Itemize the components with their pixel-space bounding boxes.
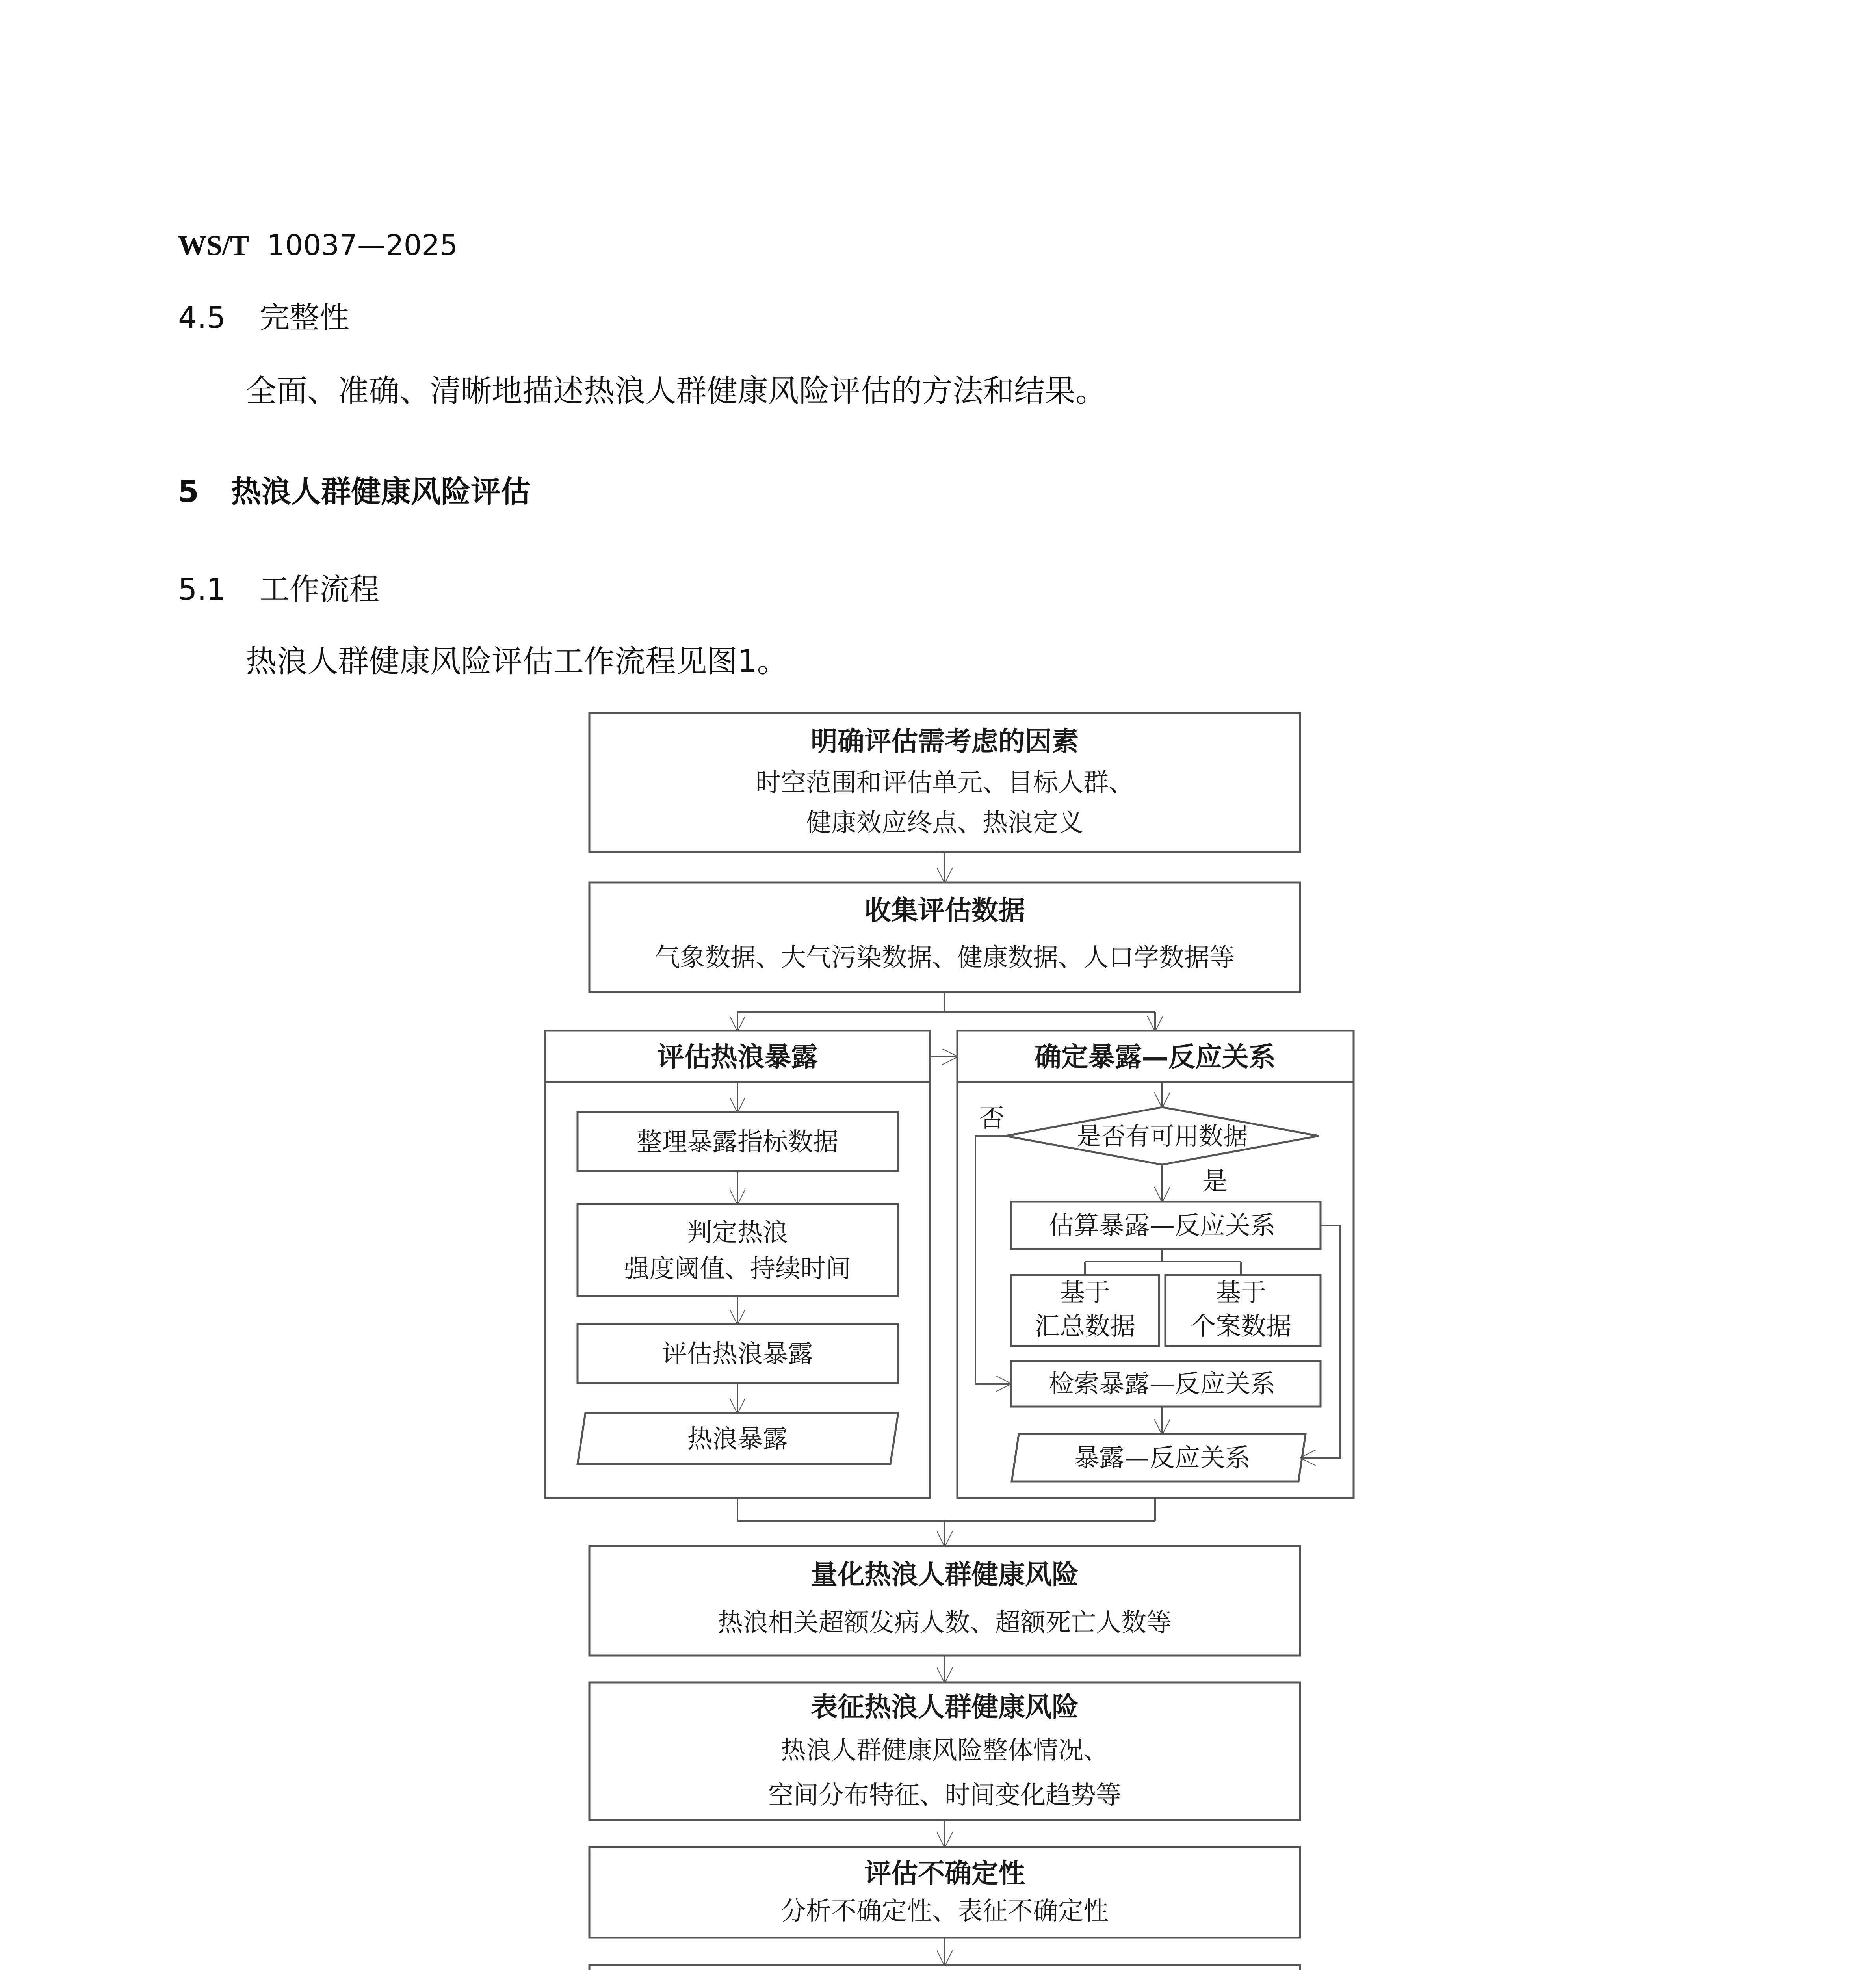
heading-number: 4.5	[178, 300, 226, 335]
exposure-title: 评估热浪暴露	[657, 1042, 818, 1073]
collect-line1: 气象数据、大气污染数据、健康数据、人口学数据等	[655, 943, 1235, 972]
exposure-step1: 整理暴露指标数据	[637, 1128, 838, 1157]
group-exposure-response	[957, 1031, 1354, 1498]
uncertainty-title: 评估不确定性	[864, 1858, 1025, 1889]
exposure-output: 热浪暴露	[687, 1425, 788, 1454]
relation-output-label: 暴露—反应关系	[1074, 1444, 1250, 1473]
heading-title: 工作流程	[259, 572, 379, 607]
response-title: 确定暴露—反应关系	[1034, 1042, 1276, 1073]
decision-label: 是否有可用数据	[1076, 1122, 1248, 1150]
factors-line2: 健康效应终点、热浪定义	[806, 808, 1083, 838]
retrieve-label: 检索暴露—反应关系	[1049, 1370, 1276, 1399]
standard-prefix: WS/T	[178, 230, 249, 261]
characterize-title: 表征热浪人群健康风险	[810, 1692, 1079, 1723]
aggregate-line2: 汇总数据	[1035, 1312, 1135, 1341]
uncertainty-line1: 分析不确定性、表征不确定性	[781, 1897, 1109, 1926]
paragraph-5-1: 热浪人群健康风险评估工作流程见图1。	[246, 644, 788, 679]
characterize-line2: 空间分布特征、时间变化趋势等	[768, 1781, 1121, 1810]
estimate-label: 估算暴露—反应关系	[1049, 1211, 1276, 1240]
collect-title: 收集评估数据	[864, 895, 1025, 926]
standard-code: 10037—2025	[267, 229, 458, 262]
heading-number: 5	[178, 474, 199, 509]
heading-number: 5.1	[178, 572, 226, 607]
individual-line2: 个案数据	[1191, 1312, 1291, 1341]
characterize-line1: 热浪人群健康风险整体情况、	[781, 1736, 1109, 1765]
factors-line1: 时空范围和评估单元、目标人群、	[756, 768, 1134, 797]
exposure-step2-line1: 判定热浪	[687, 1218, 788, 1247]
box-report	[589, 1965, 1300, 1970]
quantify-line1: 热浪相关超额发病人数、超额死亡人数等	[718, 1608, 1172, 1637]
exposure-step2-line2: 强度阈值、持续时间	[624, 1254, 851, 1284]
individual-line1: 基于	[1216, 1278, 1266, 1307]
quantify-title: 量化热浪人群健康风险	[810, 1559, 1079, 1591]
factors-title: 明确评估需考虑的因素	[810, 726, 1079, 757]
exposure-step3: 评估热浪暴露	[662, 1340, 813, 1369]
branch-no-label: 否	[979, 1104, 1005, 1133]
paragraph-4-5: 全面、准确、清晰地描述热浪人群健康风险评估的方法和结果。	[246, 374, 1107, 409]
aggregate-line1: 基于	[1060, 1278, 1110, 1307]
branch-yes-label: 是	[1202, 1167, 1228, 1196]
heading-title: 热浪人群健康风险评估	[231, 474, 531, 509]
heading-title: 完整性	[259, 300, 349, 335]
